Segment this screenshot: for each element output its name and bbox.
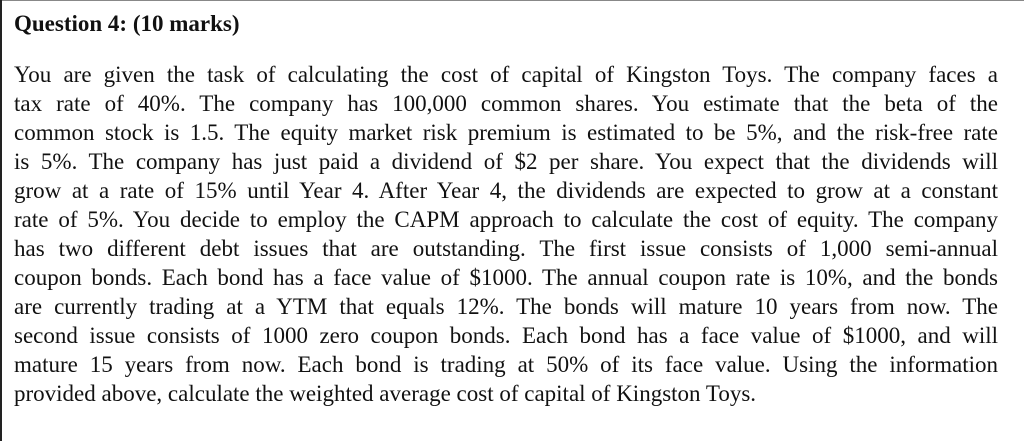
question-body	[14, 60, 998, 408]
body-line: has two different debt issues that are outstanding. The first issue consists of 1,000 semi-annual	[14, 236, 998, 261]
page-top-border	[0, 0, 1024, 1]
body-line: You are given the task of calculating the cost of capital of Kingston Toys. The company faces a	[14, 62, 998, 87]
body-line: tax rate of 40%. The company has 100,000 common shares. You estimate that the beta of the	[14, 91, 998, 116]
body-line: rate of 5%. You decide to employ the CAPM approach to calculate the cost of equity. The company	[14, 207, 998, 232]
body-line: second issue consists of 1000 zero coupon bonds. Each bond has a face value of $1000, and will	[14, 323, 998, 348]
body-line: grow at a rate of 15% until Year 4. After Year 4, the dividends are expected to grow at a constant	[14, 178, 998, 203]
question-title: Question 4: (10 marks)	[14, 11, 240, 36]
body-line: is 5%. The company has just paid a dividend of $2 per share. You expect that the dividends will	[14, 149, 998, 174]
body-line: coupon bonds. Each bond has a face value of $1000. The annual coupon rate is 10%, and the bonds	[14, 265, 998, 290]
body-line: are currently trading at a YTM that equals 12%. The bonds will mature 10 years from now. The	[14, 294, 998, 319]
body-line: provided above, calculate the weighted average cost of capital of Kingston Toys.	[14, 381, 757, 406]
page-left-border	[0, 0, 2, 441]
body-line: common stock is 1.5. The equity market risk premium is estimated to be 5%, and the risk-free rate	[14, 120, 998, 145]
body-line: mature 15 years from now. Each bond is trading at 50% of its face value. Using the information	[14, 352, 998, 377]
